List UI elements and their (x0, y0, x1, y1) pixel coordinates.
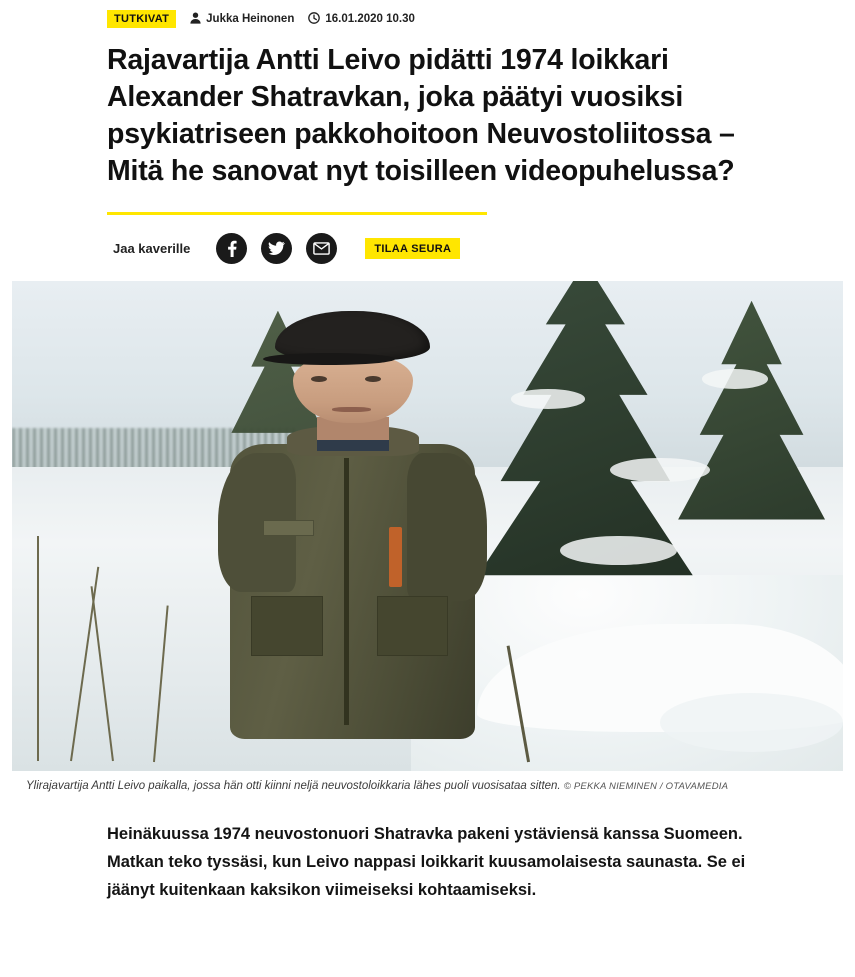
person-icon (190, 12, 201, 27)
article-photo-container (0, 281, 855, 794)
author-name: Jukka Heinonen (206, 13, 295, 25)
article-photo (12, 281, 843, 771)
photo-caption-text: Ylirajavartija Antti Leivo paikalla, jossa hän otti kiinni neljä neuvostoloikkaria lähes puoli vuosisataa sitten. (26, 780, 561, 793)
photo-snow-on-branch-4 (560, 536, 676, 565)
photo-person-chest-patch (263, 520, 314, 536)
photo-caption (12, 771, 843, 794)
photo-person (203, 311, 502, 772)
photo-snow-mound (660, 693, 843, 752)
photo-person-shoulder-right (407, 453, 488, 600)
publish-timestamp: 16.01.2020 10.30 (325, 13, 415, 25)
photo-snow-on-branch-3 (702, 369, 768, 389)
category-badge[interactable]: TUTKIVAT (107, 10, 176, 27)
share-label: Jaa kaverille (113, 240, 191, 256)
share-bar (0, 231, 855, 265)
facebook-share-button[interactable] (216, 233, 247, 264)
photo-person-pocket-right (377, 596, 449, 656)
clock-icon (308, 12, 320, 27)
article-lead: Heinäkuussa 1974 neuvostonuori Shatravka pakeni ystäviensä kanssa Suomeen. Matkan teko tyssäsi, kun Leivo nappasi loikkarit kuusamolaisesta saunasta. Se ei jäänyt kuitenkaan kaksikon viimeiseksi kohtaamiseksi. (107, 825, 746, 900)
facebook-icon (223, 240, 240, 257)
photo-person-pocket-left (251, 596, 323, 656)
photo-twig-1 (37, 536, 39, 761)
accent-divider (107, 212, 487, 215)
photo-snow-on-branch-2 (610, 458, 710, 483)
email-icon (313, 242, 330, 255)
photo-person-orange-strap (389, 527, 402, 587)
article-meta-row (0, 0, 855, 30)
photo-credit: © PEKKA NIEMINEN / OTAVAMEDIA (563, 781, 729, 793)
timestamp-info (308, 12, 415, 27)
twitter-icon (268, 241, 285, 256)
twitter-share-button[interactable] (261, 233, 292, 264)
photo-person-zipper (344, 458, 349, 725)
author-info (190, 12, 294, 27)
photo-person-cap-brim (263, 353, 395, 365)
photo-snow-on-branch-1 (511, 389, 586, 409)
page-title: Rajavartija Antti Leivo pidätti 1974 loikkari Alexander Shatravkan, joka päätyi vuosiksi psykiatriseen pakkohoitoon Neuvostoliitossa – Mitä he sanovat nyt toisilleen videopuhelussa? (107, 44, 735, 188)
subscribe-button[interactable]: TILAA SEURA (365, 238, 460, 259)
email-share-button[interactable] (306, 233, 337, 264)
photo-person-mouth (332, 407, 371, 412)
